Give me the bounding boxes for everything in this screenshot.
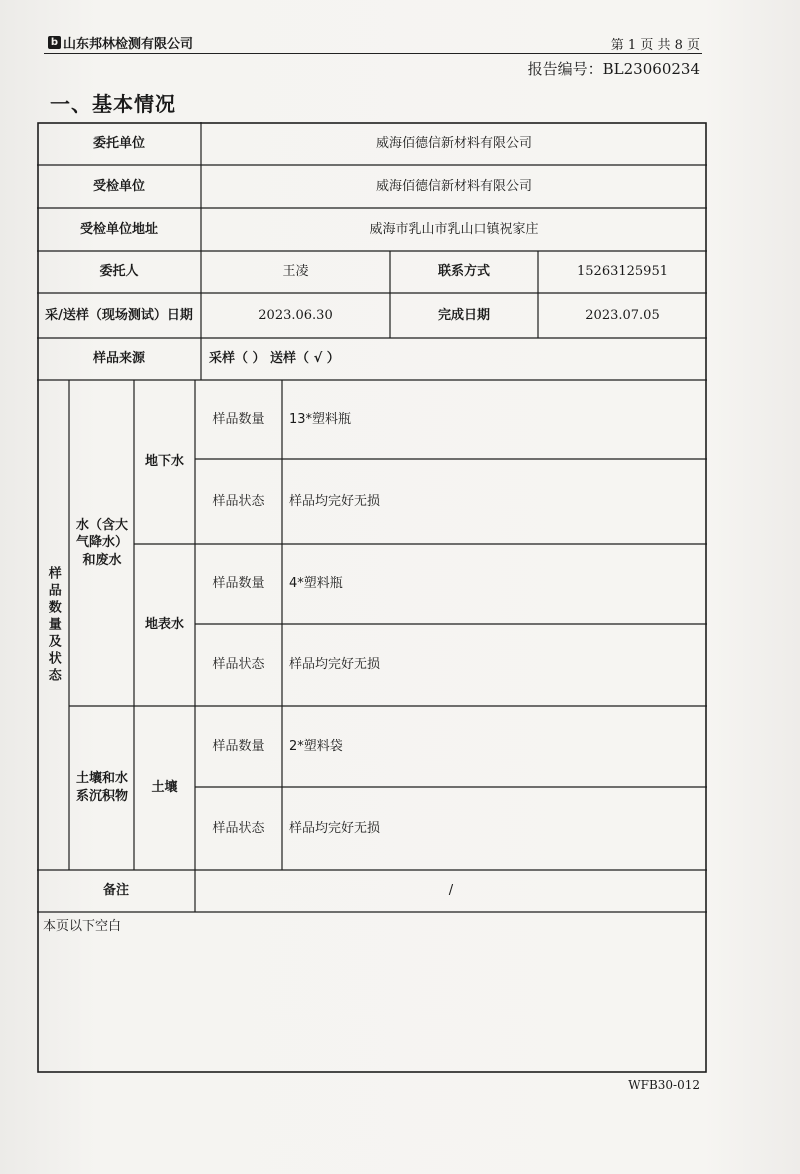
address-value: 威海市乳山市乳山口镇祝家庄 [369,221,539,237]
groundwater-label: 地下水 [144,454,184,470]
inspected-value: 威海佰德信新材料有限公司 [375,178,532,194]
header-rule [44,53,702,54]
soil-qty-label: 样品数量 [212,738,265,754]
company-header [48,33,193,52]
soil-label: 土壤 [151,780,178,796]
report-number: 报告编号：BL23060234 [527,60,700,78]
groundwater-qty-label: 样品数量 [212,411,265,427]
groundwater-qty-value: 13*塑料瓶 [289,411,352,427]
soil-state-label: 样品状态 [212,820,265,836]
sampling-date-value: 2023.06.30 [258,307,333,323]
finish-date-value: 2023.07.05 [585,307,660,323]
surfacewater-qty-label: 样品数量 [212,576,265,592]
phone-value: 15263125951 [577,264,668,280]
company-name: 山东邦林检测有限公司 [63,37,194,52]
groundwater-state-value: 样品均完好无损 [289,493,381,509]
inspected-label: 受检单位 [92,178,145,194]
company-logo-icon: b [48,36,61,49]
source-label: 样品来源 [92,351,145,367]
remarks-value: / [448,883,454,899]
source-value: 采样（ ） 送样（ √ ） [209,351,340,367]
form-code: WFB30-012 [628,1078,700,1092]
address-label: 受检单位地址 [79,221,158,237]
sampling-date-label: 采/送样（现场测试）日期 [45,307,193,323]
surfacewater-label: 地表水 [144,617,184,633]
groundwater-state-label: 样品状态 [212,493,265,509]
surfacewater-state-label: 样品状态 [212,657,265,673]
surfacewater-state-value: 样品均完好无损 [289,657,381,673]
finish-date-label: 完成日期 [437,307,490,323]
remarks-label: 备注 [102,883,129,899]
samples-group-label: 样品数量及状态 [45,565,61,685]
contact-person-label: 委托人 [99,264,139,280]
page-info: 第 1 页 共 8 页 [610,38,700,53]
blank-note: 本页以下空白 [43,919,122,935]
water-group-label: 水（含大气降水）和废水 [75,517,128,568]
client-value: 威海佰德信新材料有限公司 [375,135,532,151]
basic-info-table [37,122,707,1073]
soil-state-value: 样品均完好无损 [289,820,381,836]
soil-qty-value: 2*塑料袋 [289,738,343,754]
soil-group-label: 土壤和水系沉积物 [75,771,128,804]
client-label: 委托单位 [92,135,145,151]
surfacewater-qty-value: 4*塑料瓶 [289,576,343,592]
section-title: 一、基本情况 [50,92,176,116]
phone-label: 联系方式 [437,264,490,280]
contact-person-value: 王凌 [282,264,309,280]
